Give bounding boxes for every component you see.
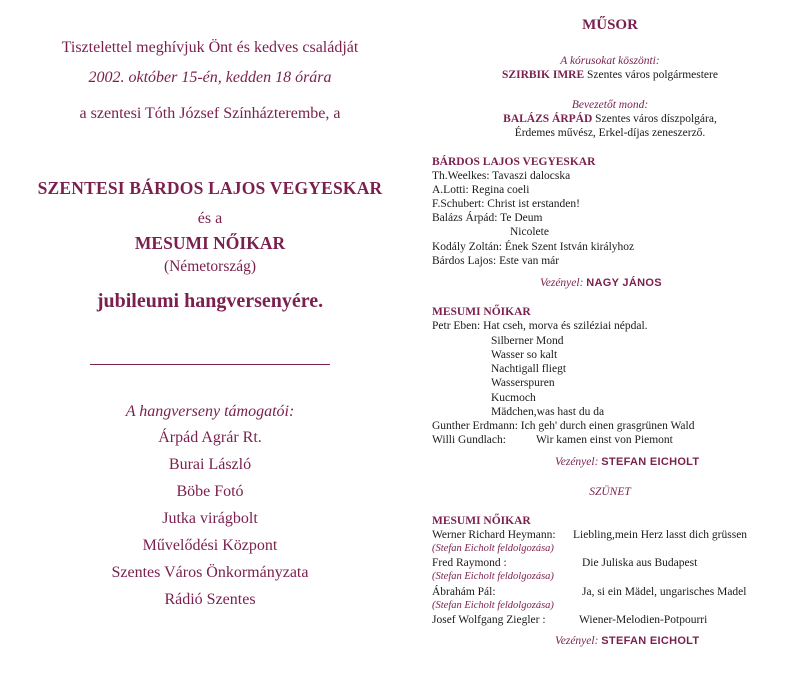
choir-2-country: (Németország) [163, 258, 257, 275]
program-item: F.Schubert: Christ ist erstanden! [432, 198, 580, 210]
arrangement: (Stefan Eicholt feldolgozása) [432, 600, 554, 611]
section-2-conductor [555, 455, 800, 469]
sponsor-item: Szentes Város Önkormányzata [111, 564, 309, 581]
section-2-title: MESUMI NŐIKAR [432, 306, 531, 318]
section-1-title: BÁRDOS LAJOS VEGYESKAR [432, 156, 596, 168]
sponsor-item: Jutka virágbolt [162, 510, 258, 527]
invite-date: 2002. október 15-én, kedden 18 órára [88, 69, 332, 86]
section-1-conductor [540, 276, 800, 290]
program-item: A.Lotti: Regina coeli [432, 184, 530, 196]
conductor-name: NAGY JÁNOS [586, 277, 662, 289]
sponsors-title: A hangverseny támogatói: [125, 403, 295, 420]
composer: Werner Richard Heymann: [432, 529, 556, 541]
intro-label: Bevezetőt mond: [571, 99, 649, 111]
section-3-conductor [555, 634, 800, 648]
composer: Fred Raymond : [432, 557, 507, 569]
piece: Ja, si ein Mädel, ungarisches Madel [582, 586, 747, 598]
program-item: Gunther Erdmann: Ich geh' durch einen grasgrünen Wald [432, 420, 695, 432]
conductor-name: STEFAN EICHOLT [601, 635, 700, 647]
intermission: SZÜNET [589, 486, 631, 498]
program-item: Nicolete [510, 226, 549, 238]
sponsor-item: Művelődési Központ [142, 537, 278, 554]
program-item: Kucmoch [491, 392, 536, 404]
program-item: Wasser so kalt [491, 349, 558, 361]
sponsor-item: Rádió Szentes [164, 591, 256, 608]
program-item: Bárdos Lajos: Este van már [432, 255, 560, 267]
sponsor-item: Burai László [168, 456, 252, 473]
program-item: Balázs Árpád: Te Deum [432, 212, 543, 224]
composer: Ábrahám Pál: [432, 586, 496, 598]
piece: Liebling,mein Herz lasst dich grüssen [573, 529, 748, 541]
program-item: Petr Eben: Hat cseh, morva és sziléziai népdal. [432, 320, 648, 332]
piece: Wiener-Melodien-Potpourri [579, 614, 708, 626]
invite-line-1: Tisztelettel meghívjuk Önt és kedves családját [61, 39, 359, 56]
composer: Willi Gundlach: [432, 434, 506, 446]
composer: Josef Wolfgang Ziegler : [432, 614, 546, 626]
program-row [432, 585, 747, 599]
program-item: Nachtigall fliegt [491, 363, 567, 375]
intro-name: BALÁZS ÁRPÁD [503, 113, 593, 125]
conductor-label: Vezényel: [555, 456, 599, 468]
divider-line [90, 364, 330, 365]
choir-2-name: MESUMI NŐIKAR [134, 233, 286, 253]
section-3-title: MESUMI NŐIKAR [432, 515, 531, 527]
program-item: Mädchen,was hast du da [491, 406, 605, 418]
program-item: Kodály Zoltán: Ének Szent István királyhoz [432, 241, 635, 253]
intro-line [420, 112, 800, 126]
program-item: Th.Weelkes: Tavaszi dalocska [432, 170, 571, 182]
arrangement: (Stefan Eicholt feldolgozása) [432, 571, 554, 582]
intro-role-1: Szentes város díszpolgára, [592, 113, 717, 125]
event-title: jubileumi hangversenyére. [96, 290, 324, 312]
program-row [432, 613, 708, 627]
program-item [432, 433, 673, 447]
arrangement: (Stefan Eicholt feldolgozása) [432, 543, 554, 554]
greeting-name: SZIRBIK IMRE [502, 69, 585, 81]
and-text: és a [197, 210, 223, 227]
program-row [432, 556, 698, 570]
program-item: Wasserspuren [491, 377, 555, 389]
piece: Wir kamen einst von Piemont [536, 434, 673, 446]
conductor-name: STEFAN EICHOLT [601, 456, 700, 468]
choir-1-name: SZENTESI BÁRDOS LAJOS VEGYESKAR [37, 178, 383, 198]
conductor-label: Vezényel: [555, 635, 599, 647]
sponsor-item: Böbe Fotó [176, 483, 244, 500]
greeting-line [420, 68, 800, 82]
sponsor-item: Árpád Agrár Rt. [158, 429, 262, 446]
piece: Die Juliska aus Budapest [582, 557, 698, 569]
intro-role-2: Érdemes művész, Erkel-díjas zeneszerző. [514, 127, 706, 139]
program-panel [420, 0, 800, 673]
invite-venue: a szentesi Tóth József Színházterembe, a [79, 105, 341, 122]
greeting-role: Szentes város polgármestere [584, 69, 718, 81]
conductor-label: Vezényel: [540, 277, 584, 289]
program-title: MŰSOR [582, 17, 638, 33]
greeting-label: A kórusokat köszönti: [560, 55, 660, 67]
program-row [432, 528, 748, 542]
program-item: Silberner Mond [491, 335, 564, 347]
